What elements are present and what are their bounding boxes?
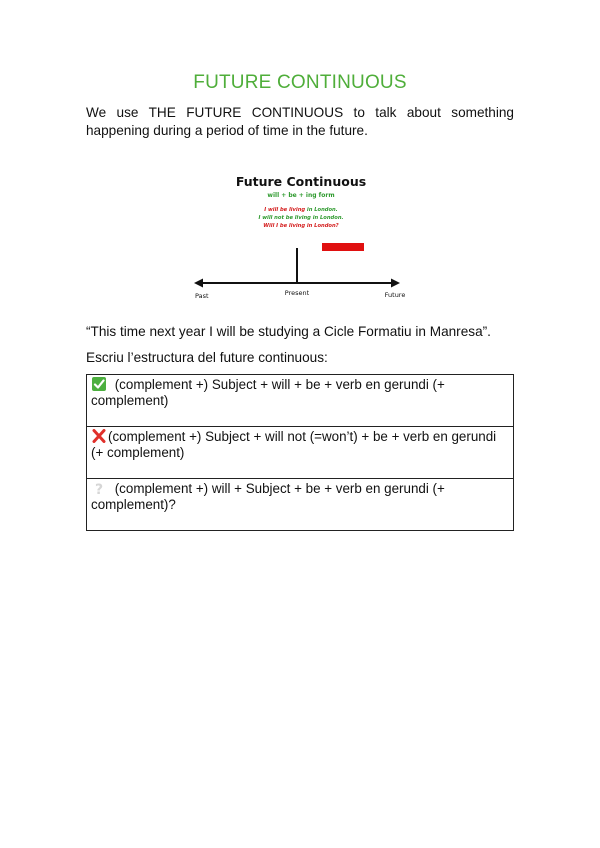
example-quote: “This time next year I will be studying a Cicle Formatiu in Manresa”. [86,324,491,339]
table-row [87,479,514,531]
affirmative-structure: (complement +) Subject + will + be + verb en gerundi (+ complement) [91,377,445,408]
check-icon [91,377,107,391]
future-period-bar [322,243,364,251]
question-structure: (complement +) will + Subject + be + verb en gerundi (+ complement)? [91,481,445,512]
table-row [87,427,514,479]
future-continuous-diagram [188,160,414,306]
structure-table [86,374,514,531]
timeline-left-arrow [194,279,203,288]
timeline-right-arrow [391,279,400,288]
timeline-present-label: Present [284,289,310,297]
affirmative-structure-cell [87,375,514,427]
example-question: Will I be living in London? [263,223,339,229]
table-row [87,375,514,427]
example-negative: I will not be living in London. [258,215,344,221]
question-icon [91,481,107,495]
cross-icon [91,429,107,443]
timeline-past-label: Past [195,292,209,300]
negative-structure-cell [87,427,514,479]
diagram-formula: will + be + ing form [267,192,335,199]
page-title: FUTURE CONTINUOUS [193,72,407,93]
svg-text:?: ? [94,482,104,495]
timeline-future-label: Future [384,291,406,299]
instruction-text: Escriu l’estructura del future continuous: [86,350,328,365]
question-structure-cell [87,479,514,531]
intro-paragraph: We use THE FUTURE CONTINUOUS to talk about something happening during a period of time in the future. [86,105,514,138]
diagram-heading: Future Continuous [235,174,367,189]
negative-structure: (complement +) Subject + will not (=won’t) + be + verb en gerundi (+ complement) [91,429,497,460]
example-positive: I will be living in London. [264,207,338,213]
